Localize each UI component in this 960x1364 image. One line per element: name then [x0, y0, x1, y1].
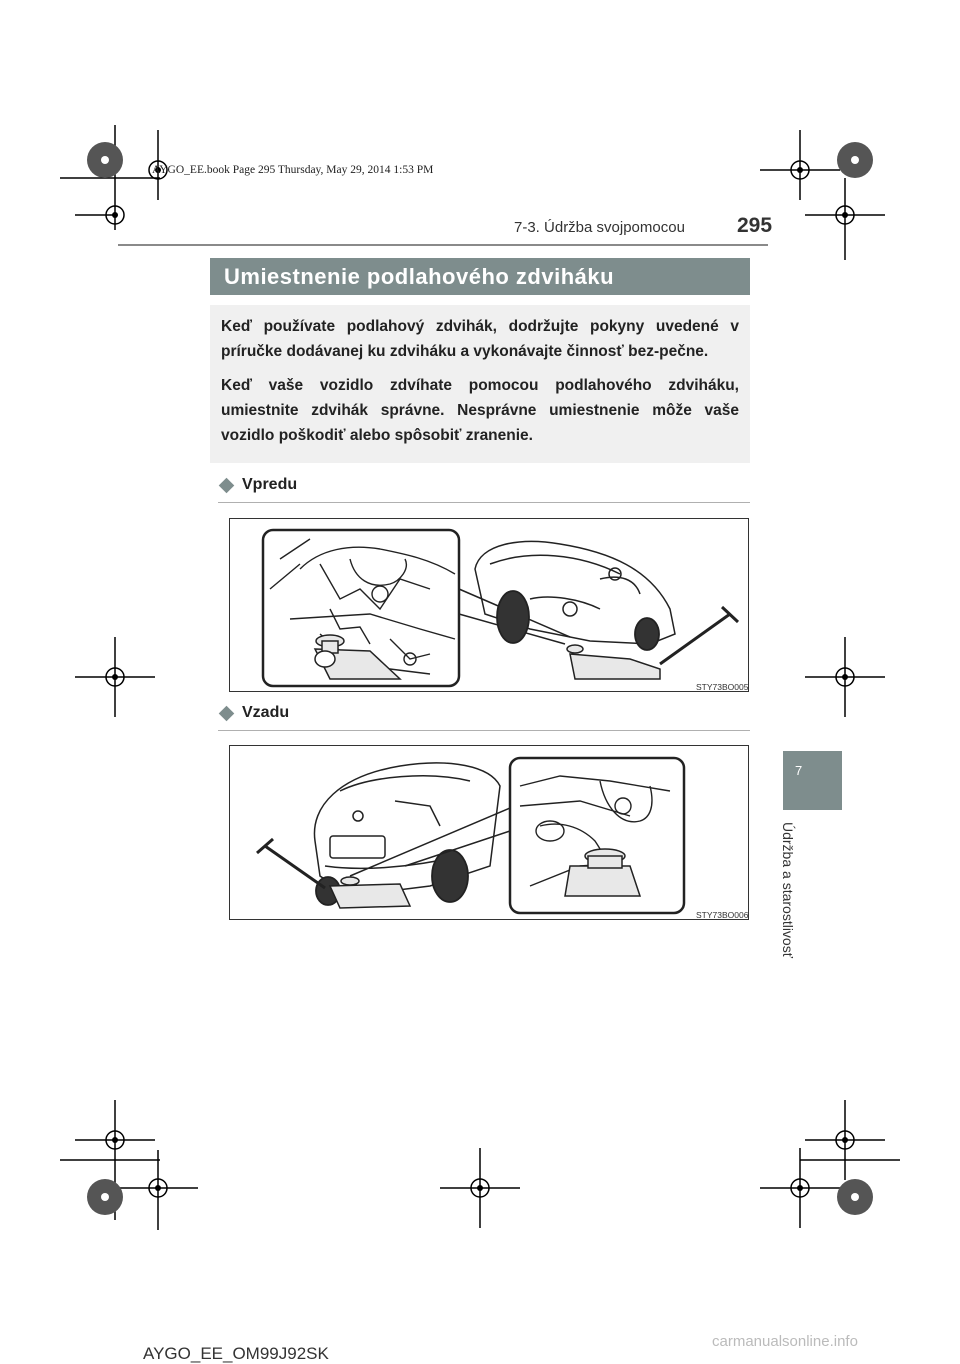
chapter-tab — [783, 751, 842, 810]
chapter-number: 7 — [795, 763, 803, 778]
figure-front — [229, 518, 749, 692]
diamond-bullet-icon — [219, 706, 235, 722]
watermark: carmanualsonline.info — [712, 1333, 858, 1350]
header-divider — [118, 244, 768, 246]
figure-front-code: STY73BO005 — [696, 682, 749, 692]
page-number: 295 — [737, 214, 773, 237]
section-heading: 7-3. Údržba svojpomocou — [514, 219, 685, 236]
chapter-title-vertical — [780, 822, 804, 972]
chapter-title: Údržba a starostlivosť — [780, 822, 796, 958]
book-info: AYGO_EE.book Page 295 Thursday, May 29, 2014 1:53 PM — [152, 164, 434, 176]
subheading-front-label: Vpredu — [242, 476, 298, 493]
subheading-rear-label: Vzadu — [242, 704, 290, 721]
figure-rear-code: STY73BO006 — [696, 910, 749, 920]
document-code: AYGO_EE_OM99J92SK — [143, 1344, 329, 1363]
page-title: Umiestnenie podlahového zdviháku — [224, 264, 615, 289]
title-bar — [210, 258, 750, 295]
front-jack-illustration — [230, 519, 749, 692]
subheading-front — [218, 476, 750, 503]
diamond-bullet-icon — [219, 478, 235, 494]
info-box — [210, 305, 750, 463]
subheading-rear — [218, 704, 750, 731]
rear-jack-illustration — [230, 746, 749, 920]
info-paragraph-2: Keď vaše vozidlo zdvíhate pomocou podlahového zdviháku, umiestnite zdvihák správne. Nesprávne umiestnenie môže vaše vozidlo poškodiť alebo spôsobiť zranenie. — [221, 377, 739, 444]
figure-rear — [229, 745, 749, 920]
info-paragraph-1: Keď používate podlahový zdvihák, dodržujte pokyny uvedené v príručke dodávanej ku zdviháku a vykonávajte činnosť bez-pečne. — [221, 318, 739, 360]
